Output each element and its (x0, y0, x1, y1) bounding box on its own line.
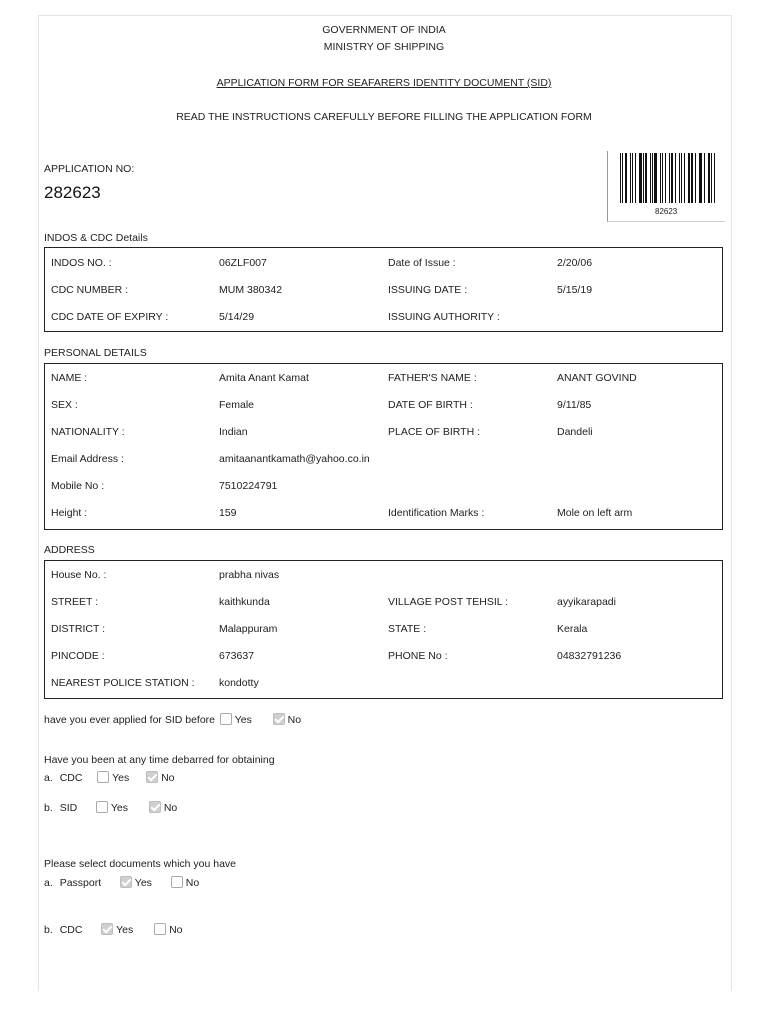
barcode-number: 82623 (655, 207, 678, 216)
debarred-cdc-row (44, 771, 175, 784)
docs-cdc-no-checkbox[interactable] (154, 923, 166, 935)
personal-table (44, 363, 723, 530)
sex-value: Female (219, 399, 255, 411)
barcode-bar (643, 153, 644, 203)
street-value: kaithkunda (219, 596, 270, 608)
barcode-bar (639, 153, 641, 203)
table-row (51, 277, 716, 304)
height-label: Height : (51, 507, 88, 519)
height-value: 159 (219, 507, 237, 519)
barcode-bar (695, 153, 696, 203)
passport-no-label: No (185, 877, 200, 889)
place-of-birth-value: Dandeli (557, 426, 593, 438)
sid-before-label: have you ever applied for SID before (44, 714, 216, 726)
docs-cdc-label: CDC (59, 924, 83, 936)
date-of-birth-value: 9/11/85 (557, 399, 592, 411)
email-label: Email Address : (51, 453, 124, 465)
docs-cdc-row (44, 923, 183, 936)
place-of-birth-label: PLACE OF BIRTH : (388, 426, 480, 438)
barcode-bar (691, 153, 692, 203)
sid-before-question (44, 713, 301, 726)
documents-question: Please select documents which you have (44, 858, 237, 870)
pincode-value: 673637 (219, 650, 255, 662)
table-row (51, 589, 716, 616)
header-ministry: MINISTRY OF SHIPPING (323, 41, 445, 53)
village-post-tehsil-value: ayyikarapadi (557, 596, 616, 608)
village-post-tehsil-label: VILLAGE POST TEHSIL : (388, 596, 509, 608)
issuing-date-value: 5/15/19 (557, 284, 593, 296)
barcode-bar (645, 153, 646, 203)
sid-before-no-label: No (287, 714, 302, 726)
phone-label: PHONE No : (388, 650, 448, 662)
police-station-value: kondotty (219, 677, 259, 689)
form-title: APPLICATION FORM FOR SEAFARERS IDENTITY DOCUMENT (SID) (216, 77, 552, 89)
indos-section-title: INDOS & CDC Details (44, 232, 148, 244)
table-row (51, 419, 716, 446)
nationality-value: Indian (219, 426, 248, 438)
debarred-sid-no-checkbox[interactable] (149, 801, 161, 813)
issuing-authority-label: ISSUING AUTHORITY : (388, 311, 500, 323)
mobile-value: 7510224791 (219, 480, 278, 492)
fathers-name-value: ANANT GOVIND (557, 372, 637, 384)
debarred-cdc-prefix: a. (44, 772, 53, 784)
barcode-bars (620, 153, 718, 203)
table-row (51, 616, 716, 643)
docs-passport-prefix: a. (44, 877, 53, 889)
debarred-sid-yes-label: Yes (110, 802, 128, 814)
barcode-bar (654, 153, 656, 203)
phone-value: 04832791236 (557, 650, 622, 662)
barcode-bar (632, 153, 633, 203)
address-table (44, 560, 723, 699)
issuing-date-label: ISSUING DATE : (388, 284, 468, 296)
debarred-question: Have you been at any time debarred for obtaining (44, 754, 275, 766)
application-no-value: 282623 (44, 183, 101, 202)
house-no-value: prabha nivas (219, 569, 280, 581)
debarred-cdc-yes-checkbox[interactable] (97, 771, 109, 783)
barcode-bar (635, 153, 636, 203)
barcode-bar (699, 153, 700, 203)
barcode-bar (671, 153, 673, 203)
table-row (51, 304, 716, 331)
docs-cdc-yes-label: Yes (116, 924, 134, 936)
fathers-name-label: FATHER'S NAME : (388, 372, 477, 384)
debarred-sid-label: SID (59, 802, 78, 814)
date-of-issue-value: 2/20/06 (557, 257, 593, 269)
barcode-bar (675, 153, 676, 203)
barcode-bar (665, 153, 666, 203)
barcode-bar (620, 153, 621, 203)
barcode-bar (708, 153, 710, 203)
debarred-sid-no-label: No (163, 802, 178, 814)
header-government: GOVERNMENT OF INDIA (322, 24, 446, 36)
debarred-sid-yes-checkbox[interactable] (96, 801, 108, 813)
table-row (51, 670, 716, 697)
indos-no-label: INDOS NO. : (51, 257, 112, 269)
sid-before-yes-label: Yes (234, 714, 252, 726)
barcode (607, 151, 725, 222)
barcode-bar (625, 153, 627, 203)
barcode-bar (652, 153, 653, 203)
table-row (51, 473, 716, 500)
sid-before-no-checkbox[interactable] (273, 713, 285, 725)
house-no-label: House No. : (51, 569, 107, 581)
indos-table (44, 247, 723, 332)
debarred-sid-row (44, 801, 177, 814)
docs-cdc-no-label: No (169, 924, 183, 936)
barcode-bar (662, 153, 663, 203)
barcode-bar (622, 153, 623, 203)
passport-no-checkbox[interactable] (171, 876, 183, 888)
date-of-issue-label: Date of Issue : (388, 257, 456, 269)
table-row (51, 643, 716, 670)
debarred-cdc-yes-label: Yes (112, 772, 130, 784)
district-label: DISTRICT : (51, 623, 106, 635)
barcode-bar (681, 153, 682, 203)
cdc-expiry-label: CDC DATE OF EXPIRY : (51, 311, 169, 323)
street-label: STREET : (51, 596, 99, 608)
name-value: Amita Anant Kamat (219, 372, 309, 384)
state-label: STATE : (388, 623, 427, 635)
docs-cdc-yes-checkbox[interactable] (101, 923, 113, 935)
debarred-sid-prefix: b. (44, 802, 53, 814)
barcode-bar (714, 153, 715, 203)
barcode-bar (711, 153, 712, 203)
state-value: Kerala (557, 623, 588, 635)
barcode-bar (669, 153, 670, 203)
police-station-label: NEAREST POLICE STATION : (51, 677, 195, 689)
sex-label: SEX : (51, 399, 78, 411)
table-row (51, 392, 716, 419)
indos-no-value: 06ZLF007 (219, 257, 267, 269)
debarred-cdc-no-label: No (161, 772, 175, 784)
barcode-bar (650, 153, 651, 203)
docs-cdc-prefix: b. (44, 924, 53, 936)
district-value: Malappuram (219, 623, 278, 635)
identification-marks-label: Identification Marks : (388, 507, 485, 519)
sid-before-yes-checkbox[interactable] (220, 713, 232, 725)
table-row (51, 365, 716, 392)
name-label: NAME : (51, 372, 88, 384)
nationality-label: NATIONALITY : (51, 426, 125, 438)
barcode-bar (630, 153, 631, 203)
table-row (51, 562, 716, 589)
debarred-cdc-label: CDC (59, 772, 83, 784)
cdc-number-value: MUM 380342 (219, 284, 283, 296)
docs-passport-label: Passport (59, 877, 102, 889)
instructions-text: READ THE INSTRUCTIONS CAREFULLY BEFORE FILLING THE APPLICATION FORM (176, 111, 592, 123)
passport-yes-checkbox[interactable] (120, 876, 132, 888)
mobile-label: Mobile No : (51, 480, 105, 492)
address-section-title: ADDRESS (44, 544, 95, 556)
barcode-bar (679, 153, 680, 203)
cdc-expiry-value: 5/14/29 (219, 311, 255, 323)
barcode-bar (688, 153, 690, 203)
personal-section-title: PERSONAL DETAILS (44, 347, 147, 359)
date-of-birth-label: DATE OF BIRTH : (388, 399, 473, 411)
table-row (51, 446, 716, 473)
table-row (51, 250, 716, 277)
barcode-bar (704, 153, 705, 203)
application-no-label: APPLICATION NO: (44, 163, 135, 175)
pincode-label: PINCODE : (51, 650, 105, 662)
email-value: amitaanantkamath@yahoo.co.in (219, 453, 370, 465)
identification-marks-value: Mole on left arm (557, 507, 633, 519)
table-row (51, 500, 716, 527)
barcode-bar (700, 153, 701, 203)
passport-yes-label: Yes (134, 877, 152, 889)
docs-passport-row (44, 876, 199, 889)
debarred-cdc-no-checkbox[interactable] (146, 771, 158, 783)
cdc-number-label: CDC NUMBER : (51, 284, 129, 296)
barcode-bar (660, 153, 661, 203)
barcode-bar (684, 153, 685, 203)
